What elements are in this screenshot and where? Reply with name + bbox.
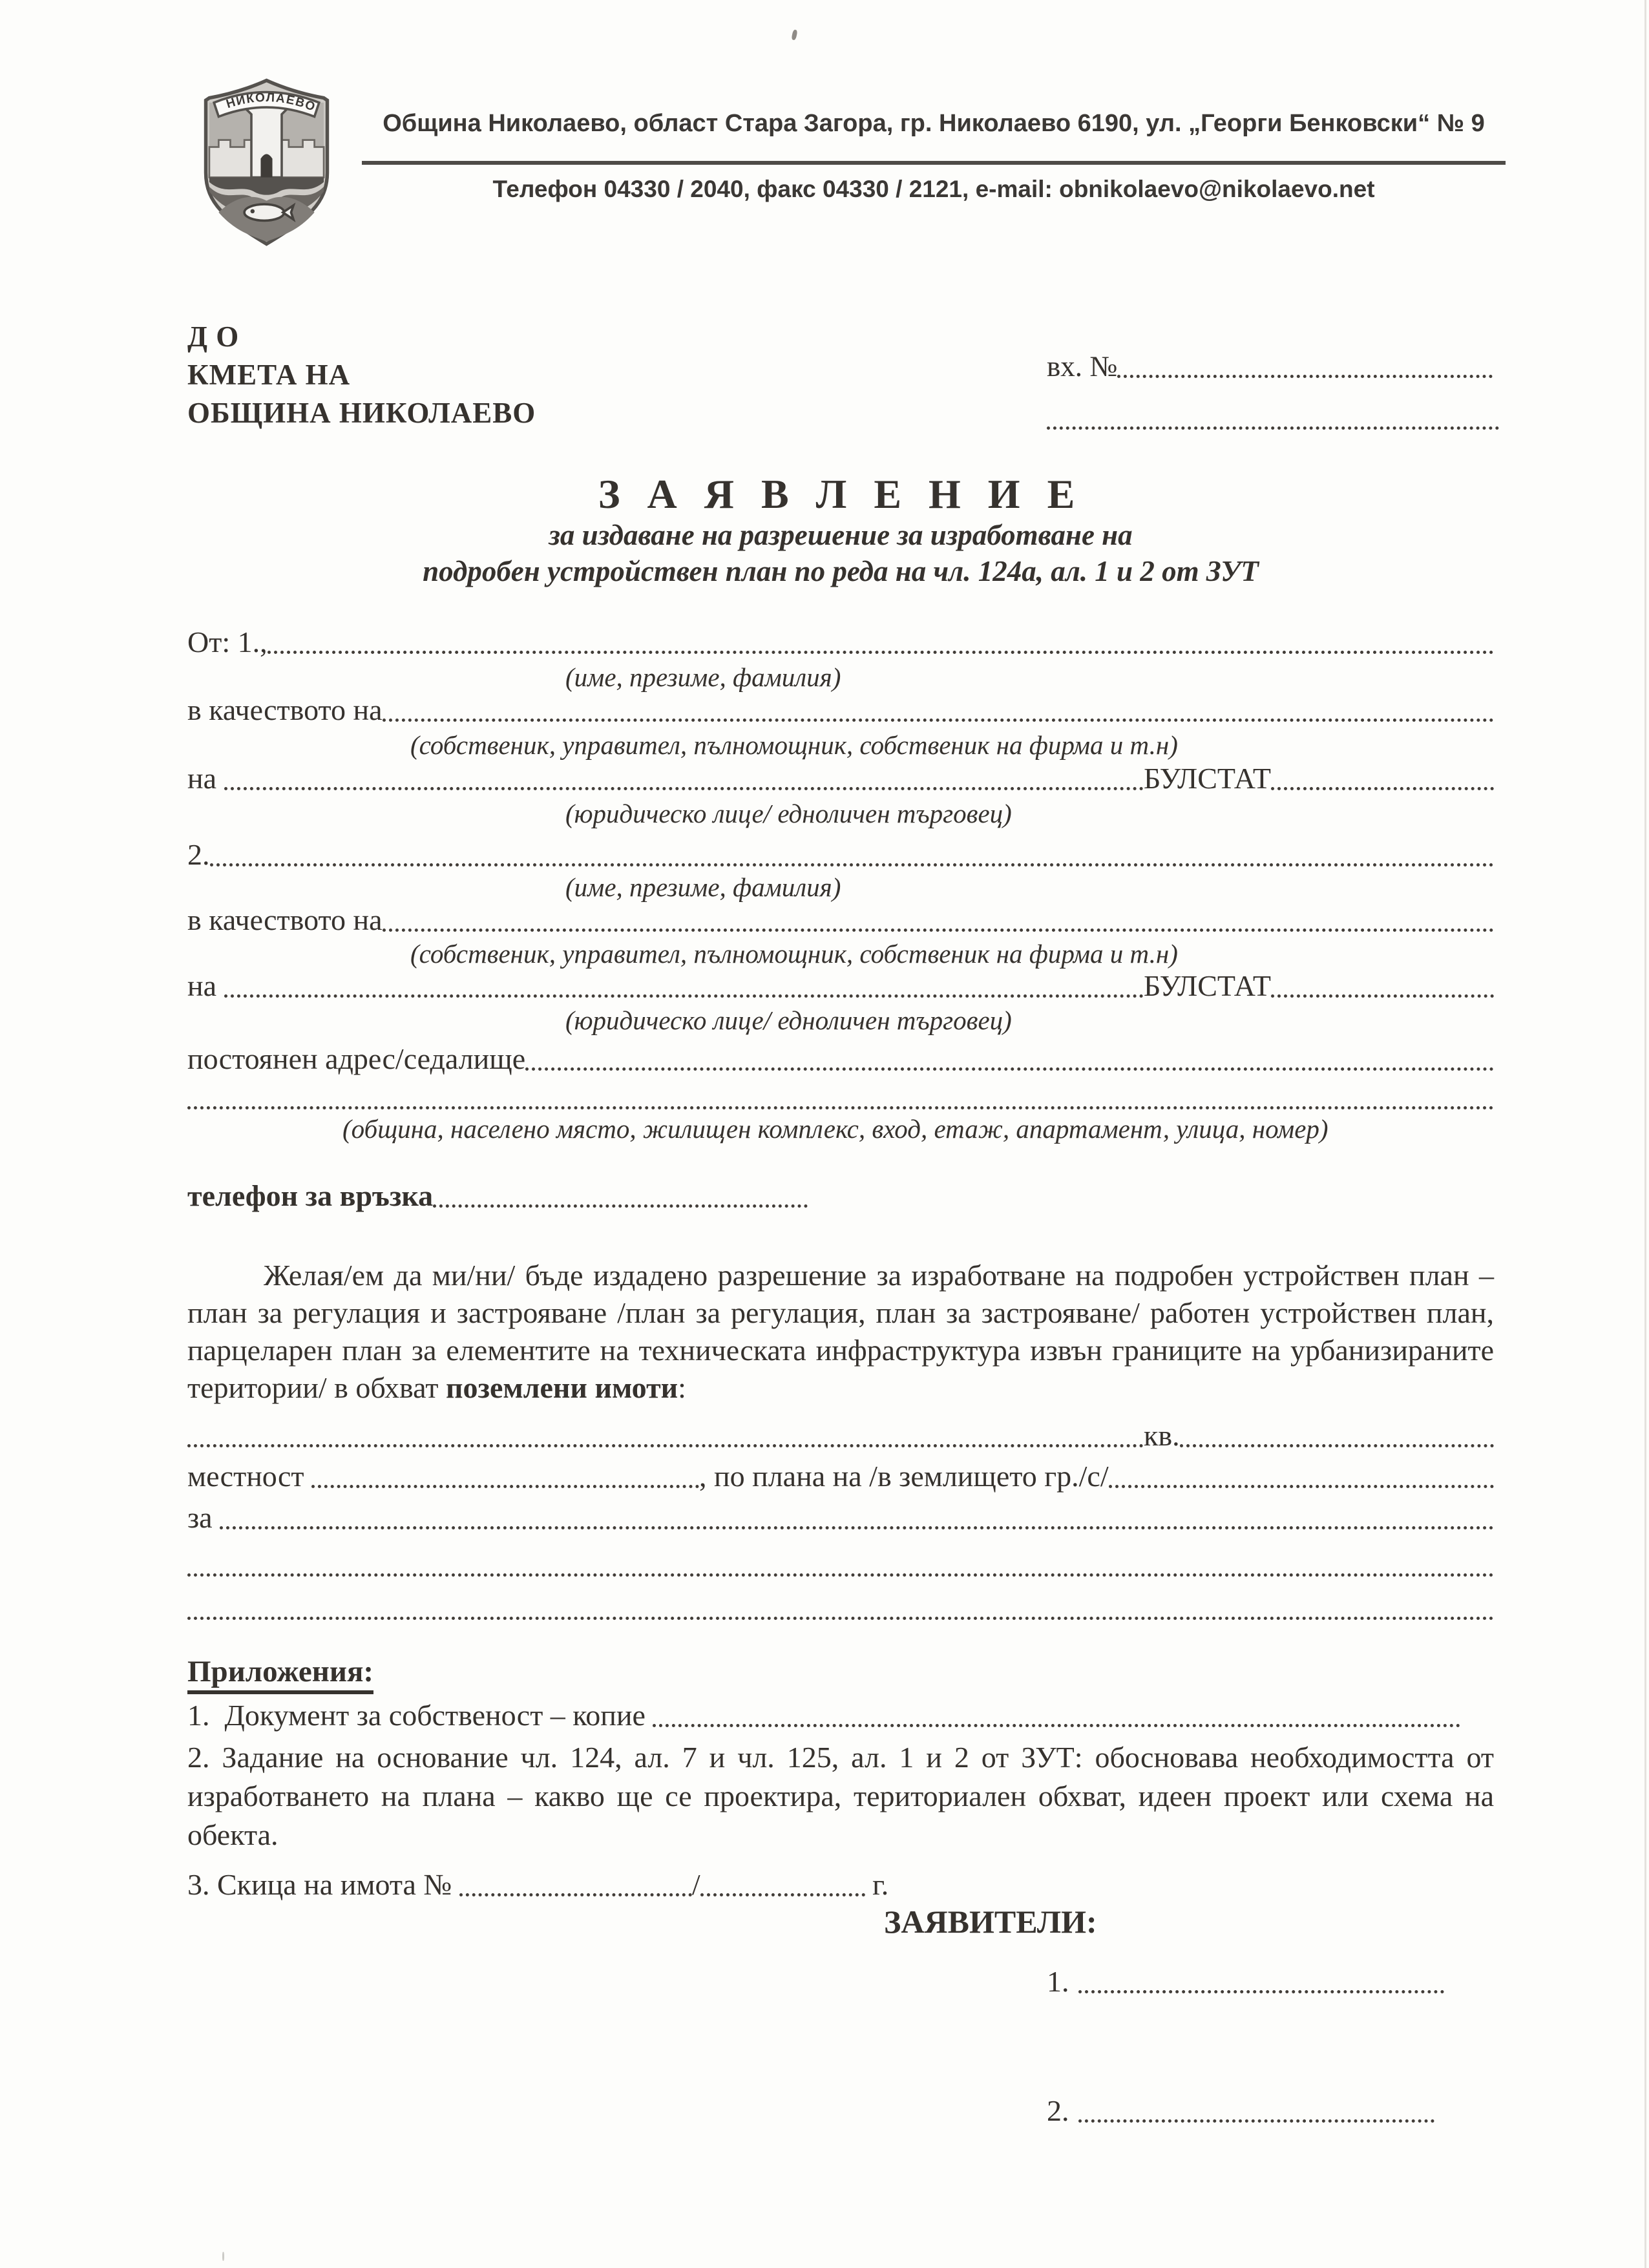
capacity-label-2: в качеството на [187, 903, 383, 936]
request-scope-bold: поземлени имоти [445, 1371, 678, 1404]
attachment-item-1 [187, 1698, 1494, 1733]
attachments-section [187, 1654, 1494, 1694]
applicants-heading: ЗАЯВИТЕЛИ: [884, 1904, 1097, 1940]
of-label-2: на [187, 969, 224, 1002]
letterhead-address-line: Община Николаево, област Стара Загора, гр. Николаево 6190, ул. „Георги Бенковски“ № 9 [383, 110, 1485, 137]
phone-row [187, 1179, 1494, 1213]
quarter-fill [1180, 1444, 1494, 1447]
capacity-hint-2: (собственик, управител, пълномощник, собственик на фирма и т.н) [410, 939, 1178, 969]
scan-speck-bottom [222, 2252, 224, 2261]
locality-fill [311, 1485, 699, 1488]
applicant1-company-fill [224, 787, 1144, 790]
parcels-row [187, 1418, 1494, 1453]
permanent-address-row [187, 1042, 1494, 1076]
purpose-fill [220, 1526, 1494, 1529]
applicant1-bulstat-fill [1271, 787, 1494, 790]
request-paragraph [187, 1257, 1494, 1407]
scan-edge-line [1644, 0, 1646, 2268]
phone-label: телефон за връзка [187, 1179, 434, 1212]
signature2-number: 2. [1047, 2094, 1069, 2127]
sketch-number-fill [459, 1893, 692, 1896]
applicant1-capacity-row [187, 693, 1494, 728]
capacity-label: в качеството на [187, 693, 383, 726]
applicant1-name-fill [268, 651, 1494, 654]
signature2-fill [1078, 2119, 1435, 2123]
applicant1-name-row [187, 625, 1494, 660]
sketch-slash: / [691, 1868, 700, 1901]
entity-hint-2: (юридическо лице/ едноличен търговец) [565, 1005, 1012, 1035]
signature-row-1 [1047, 1964, 1444, 1999]
request-body-text: Желая/ем да ми/ни/ бъде издадено разрешение за изработване на подробен устройствен план – план за регулация и застрояване /план за регулация, план за застрояване/ работен устройствен план, парцеларен план за елементите на техническата инфраструктура извън границите на урбанизираните територии/ в обхват [187, 1259, 1494, 1404]
applicant2-bulstat-fill [1271, 994, 1494, 998]
addressee-line-municipality: ОБЩИНА НИКОЛАЕВО [187, 397, 536, 429]
address-fill-1 [525, 1067, 1494, 1071]
letterhead-contacts-line: Телефон 04330 / 2040, факс 04330 / 2121, e-mail: obnikolaevo@nikolaevo.net [492, 176, 1375, 202]
applicant2-capacity-fill [383, 929, 1495, 932]
extra-fill-1 [187, 1573, 1494, 1577]
bulstat-label: БУЛСТАТ [1143, 762, 1271, 795]
attachments-heading: Приложения: [187, 1654, 373, 1694]
extra-row-2 [187, 1591, 1494, 1626]
attachment-item-2: 2. Задание на основание чл. 124, ал. 7 и чл. 125, ал. 1 и 2 от ЗУТ: обосновава необходимостта от изработването на плана – какво ще се проектира, териториален обхват, идеен проект или схема на обекта. [187, 1741, 1494, 1851]
settlement-fill [1109, 1485, 1494, 1488]
attachment1-fill [653, 1724, 1460, 1727]
name-hint-2: (име, презиме, фамилия) [565, 872, 841, 902]
bulstat-label-2: БУЛСТАТ [1143, 969, 1271, 1002]
applicant2-company-row [187, 969, 1494, 1003]
of-label: на [187, 762, 224, 795]
address-fill-2 [187, 1106, 1494, 1109]
addressee-line-to: Д О [187, 320, 240, 353]
addressee-line-mayor: КМЕТА НА [187, 359, 351, 391]
name-hint: (име, презиме, фамилия) [565, 662, 841, 692]
signature1-number: 1. [1047, 1965, 1069, 1998]
applicant2-company-fill [224, 994, 1144, 998]
scan-speck [791, 29, 797, 40]
attachment-item-3 [187, 1867, 1494, 1902]
municipality-logo [191, 72, 342, 252]
signature-row-2 [1047, 2094, 1434, 2128]
incoming-date-row [1047, 401, 1499, 436]
second-label: 2. [187, 838, 210, 871]
attachment1-label: 1. Документ за собственост – копие [187, 1699, 653, 1732]
plan-of-label: , по плана на /в землището гр./с/ [698, 1460, 1109, 1493]
quarter-label: кв. [1144, 1419, 1180, 1452]
address-continuation-row [187, 1080, 1494, 1115]
form-title: З А Я В Л Е Н И Е [598, 471, 1084, 517]
address-hint: (община, населено място, жилищен комплекс, вход, етаж, апартамент, улица, номер) [342, 1114, 1329, 1144]
address-label: постоянен адрес/седалище [187, 1042, 526, 1075]
locality-row [187, 1459, 1494, 1494]
form-subtitle-1: за издаване на разрешение за изработване на [549, 519, 1133, 551]
from-label: От: 1., [187, 625, 268, 658]
request-body-tail: : [678, 1371, 686, 1404]
letterhead-divider [362, 161, 1506, 165]
logo-banner-text: НИКОЛАЕВО [224, 90, 318, 115]
parcels-fill [187, 1444, 1144, 1447]
sketch-year-fill [700, 1893, 865, 1896]
incoming-date-fill [1047, 426, 1499, 430]
locality-label: местност [187, 1460, 311, 1493]
incoming-number-row [1047, 349, 1493, 384]
purpose-row [187, 1500, 1494, 1535]
signature1-fill [1078, 1990, 1445, 1993]
applicant2-capacity-row [187, 903, 1494, 938]
extra-fill-2 [187, 1617, 1494, 1620]
sketch-year-label: г. [865, 1868, 889, 1901]
incoming-number-label: вх. № [1047, 350, 1118, 383]
applicant2-name-fill [210, 863, 1495, 866]
incoming-number-fill [1117, 375, 1493, 378]
coat-of-arms-icon [191, 72, 342, 252]
applicant2-name-row [187, 837, 1494, 872]
entity-hint: (юридическо лице/ едноличен търговец) [565, 799, 1012, 828]
extra-row-1 [187, 1548, 1494, 1582]
phone-fill [433, 1204, 808, 1208]
purpose-label: за [187, 1501, 220, 1534]
form-subtitle-2: подробен устройствен план по реда на чл. 124а, ал. 1 и 2 от ЗУТ [423, 555, 1259, 587]
applicant1-company-row [187, 761, 1494, 796]
capacity-hint: (собственик, управител, пълномощник, собственик на фирма и т.н) [410, 730, 1178, 760]
applicant1-capacity-fill [383, 719, 1495, 722]
attachment3-label: 3. Скица на имота № [187, 1868, 459, 1901]
